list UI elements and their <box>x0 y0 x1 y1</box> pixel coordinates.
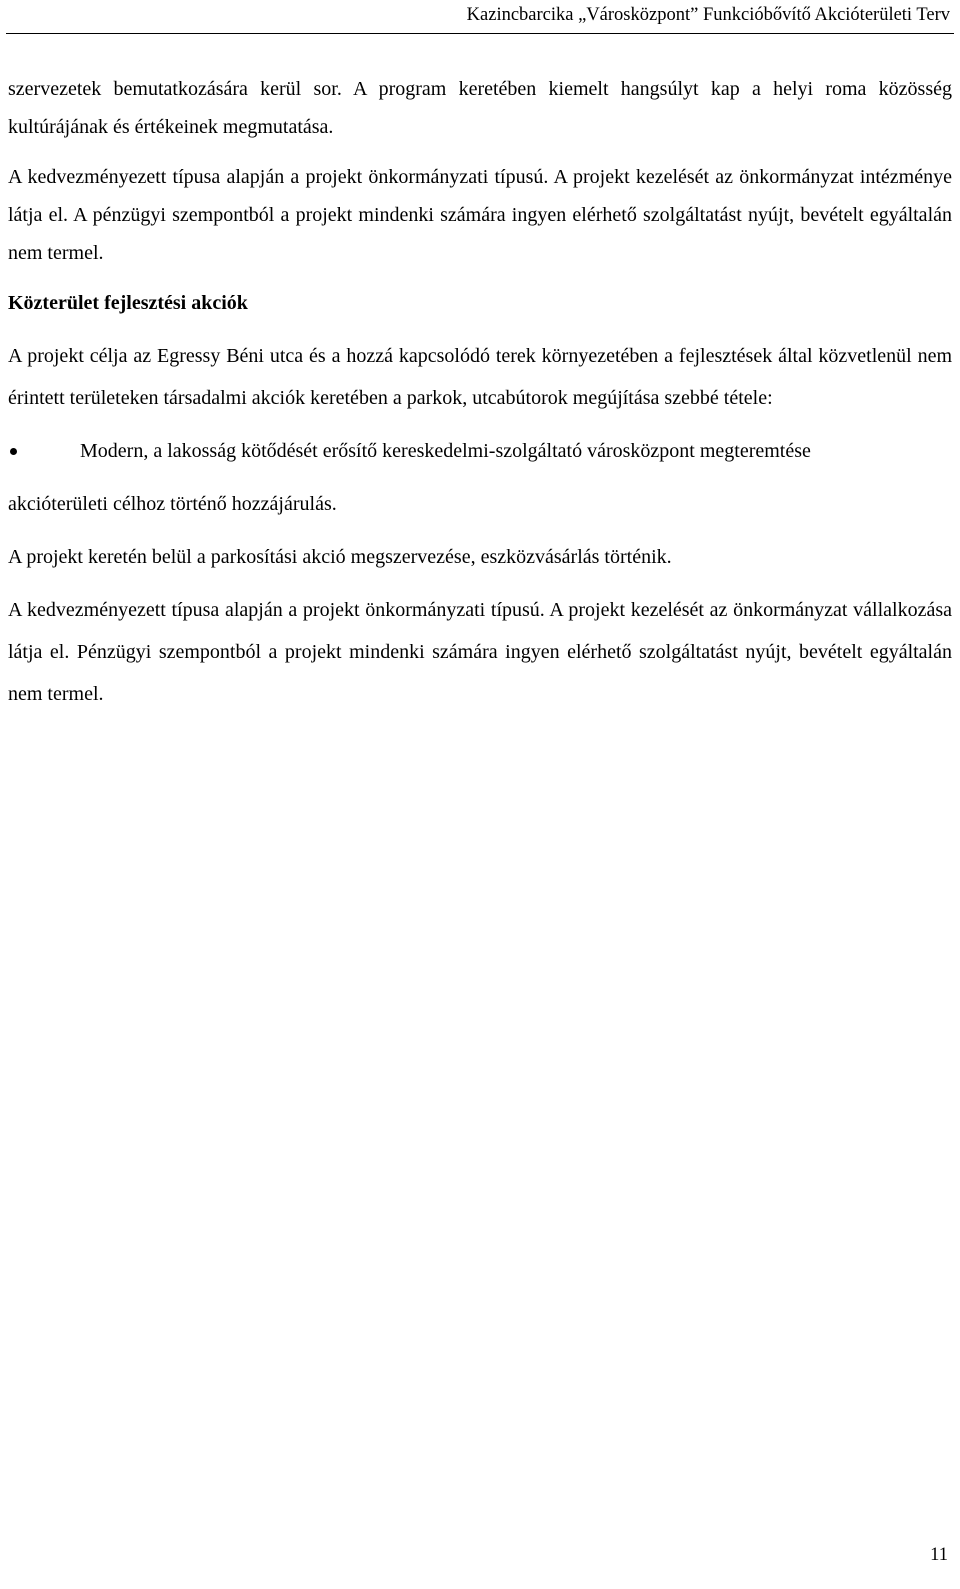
paragraph-contribution: akcióterületi célhoz történő hozzájárulás. <box>8 493 337 515</box>
paragraph-beneficiary-type: A kedvezményezett típusa alapján a projekt önkormányzati típusú. A projekt kezelését az önkormányzat intézménye látja el. A pénzügyi szempontból a projekt mindenki számára ingyen elérhető szolgáltatást nyújt, bevételt egyáltalán nem termel. <box>8 166 952 264</box>
paragraph-management: A kedvezményezett típusa alapján a projekt önkormányzati típusú. A projekt kezelését az önkormányzat vállalkozása látja el. Pénzügyi szempontból a projekt mindenki számára ingyen elérhető szolgáltatást nyújt, bevételt egyáltalán nem termel. <box>8 599 952 705</box>
header-divider <box>6 33 954 34</box>
page-body <box>8 70 952 715</box>
running-header: Kazincbarcika „Városközpont” Funkcióbővítő Akcióterületi Terv <box>466 5 950 25</box>
bullet-icon <box>10 448 17 455</box>
paragraph-project-goal: A projekt célja az Egressy Béni utca és a hozzá kapcsolódó terek környezetében a fejlesztések által közvetlenül nem érintett területeken társadalmi akciók keretében a parkok, utcabútorok megújítása szebbé tétele: <box>8 345 952 409</box>
page-number: 11 <box>930 1545 948 1565</box>
section-heading: Közterület fejlesztési akciók <box>8 292 248 314</box>
paragraph-park-action: A projekt keretén belül a parkosítási akció megszervezése, eszközvásárlás történik. <box>8 546 672 568</box>
goal-bullet-list <box>8 430 952 472</box>
paragraph-roma-culture: szervezetek bemutatkozására kerül sor. A program keretében kiemelt hangsúlyt kap a helyi roma közösség kultúrájának és értékeinek megmutatása. <box>8 78 952 138</box>
list-item <box>8 430 952 472</box>
list-item-text: Modern, a lakosság kötődését erősítő kereskedelmi-szolgáltató városközpont megteremtése <box>80 440 811 462</box>
